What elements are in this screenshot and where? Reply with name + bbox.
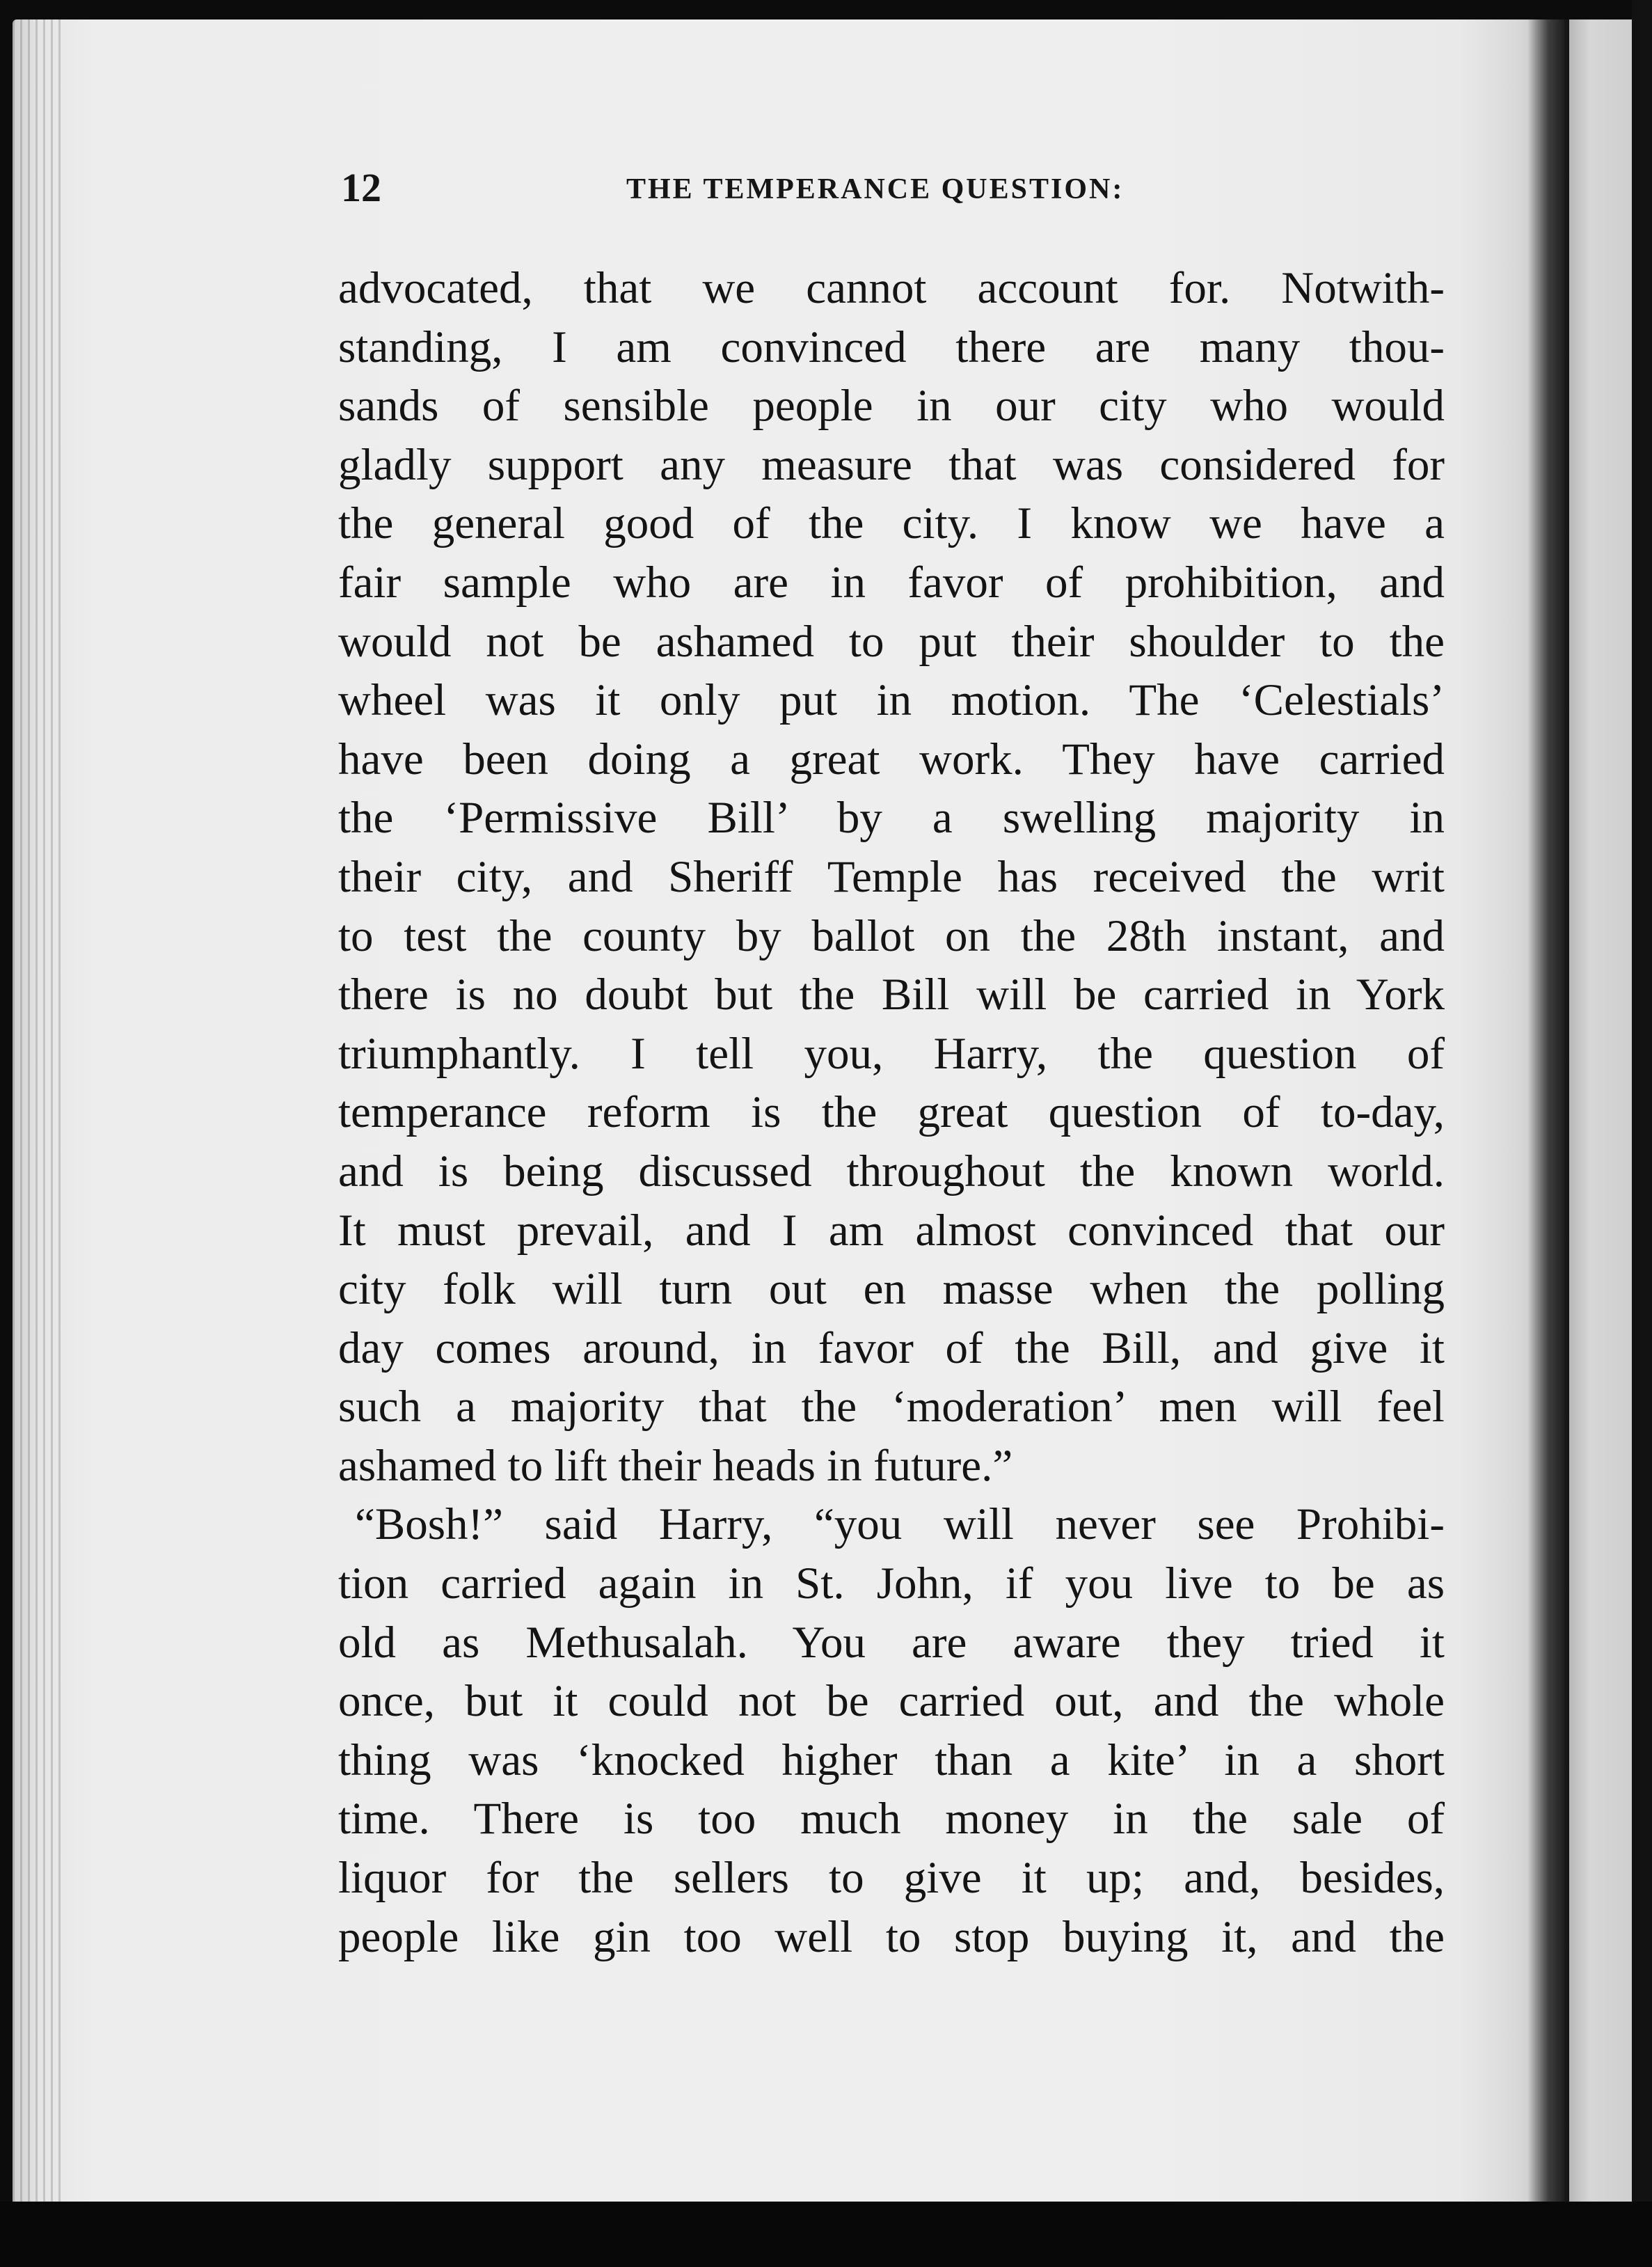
text-line: to test the county by ballot on the 28th instant, and [338,910,1445,961]
text-line: sands of sensible people in our city who would [338,381,1445,432]
text-line: their city, and Sheriff Temple has received the writ [338,851,1445,902]
text-line: people like gin too well to stop buying it, and the [338,1911,1445,1962]
text-line: the ‘Permissive Bill’ by a swelling majority in [338,793,1445,844]
text-line: “Bosh!” said Harry, “you will never see Prohibi- [355,1499,1445,1550]
text-line: the general good of the city. I know we have a [338,498,1445,549]
text-line: thing was ‘knocked higher than a kite’ in a short [338,1735,1445,1785]
text-line: ashamed to lift their heads in future.” [338,1440,1013,1491]
page-edges [13,19,61,2202]
running-title: THE TEMPERANCE QUESTION: [626,173,1125,205]
text-line: would not be ashamed to put their shoulder to the [338,616,1445,667]
text-line: advocated, that we cannot account for. Notwith- [338,263,1445,313]
text-line: It must prevail, and I am almost convinced that our [338,1205,1445,1256]
text-line: there is no doubt but the Bill will be carried in York [338,970,1445,1020]
scan-border-bottom [0,2202,1652,2267]
text-line: day comes around, in favor of the Bill, and give it [338,1322,1445,1373]
text-line: fair sample who are in favor of prohibition, and [338,557,1445,608]
text-line: triumphantly. I tell you, Harry, the question of [338,1028,1445,1079]
text-line: standing, I am convinced there are many thou- [338,322,1445,372]
text-line: old as Methusalah. You are aware they tried it [338,1617,1445,1668]
text-line: wheel was it only put in motion. The ‘Celestials’ [338,675,1445,726]
page-number: 12 [341,165,381,210]
text-line: gladly support any measure that was considered for [338,439,1445,490]
text-line: and is being discussed throughout the known world. [338,1146,1445,1196]
page-header [341,164,1447,213]
body-text [338,259,1445,1966]
text-line: have been doing a great work. They have carried [338,734,1445,784]
text-line: time. There is too much money in the sale of [338,1794,1445,1845]
text-line: once, but it could not be carried out, and the whole [338,1676,1445,1727]
text-line: tion carried again in St. John, if you live to be as [338,1558,1445,1609]
text-line: city folk will turn out en masse when the polling [338,1264,1445,1315]
text-line: liquor for the sellers to give it up; and, besides, [338,1853,1445,1904]
text-line: such a majority that the ‘moderation’ men will feel [338,1382,1445,1432]
scan-border-right [1632,0,1652,2267]
gutter-shadow [1527,19,1569,2202]
text-line: temperance reform is the great question of to-day, [338,1087,1445,1138]
